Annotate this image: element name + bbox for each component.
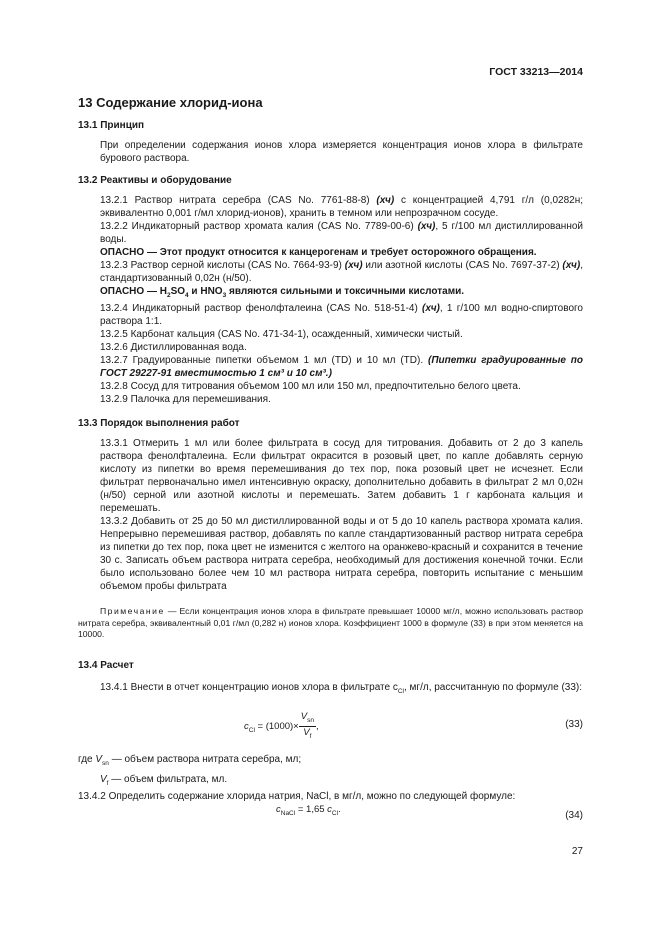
paragraph-13-2-6: 13.2.6 Дистиллированная вода. [100, 342, 247, 353]
paragraph-13-2-8: 13.2.8 Сосуд для титрования объемом 100 мл или 150 мл, предпочтительно белого цвета. [100, 381, 521, 392]
warning-carcinogen: ОПАСНО — Этот продукт относится к канцерогенам и требует осторожного обращения. [100, 247, 537, 258]
formula-33: $c_{Cl} = (1000)\times$ $\frac{V_{sn}}{V_f}$ , [244, 711, 319, 740]
page-number: 27 [571, 846, 583, 857]
standard-number: ГОСТ 33213—2014 [489, 66, 583, 78]
subsection-title-13-1: 13.1 Принцип [78, 120, 145, 131]
note-text: — Если концентрация ионов хлора в фильтрате превышает 10000 мг/л, можно использовать раствор нитрата серебра, эквивалентный 0,01 г/мл (0,282 н) ионов хлора. Коэффициент 1000 в формуле (33) в при этом меняется на 10000. [78, 606, 583, 639]
paragraph-13-2-1: 13.2.1 Раствор нитрата серебра (CAS No. 7761-88-8) (хч) с концентрацией 4,791 г/л (0,0282н; эквивалентно 0,001 г/мл хлорид-ионов), хранить в темном или непрозрачном сосуде. [100, 195, 583, 219]
note-block [78, 606, 583, 641]
equation-number-34: (34) [565, 810, 583, 821]
subsection-13-3-body [78, 437, 583, 593]
paragraph-13-1: При определении содержания ионов хлора измеряется концентрация ионов хлора в фильтрате бурового раствора. [100, 140, 583, 164]
paragraph-13-2-2: 13.2.2 Индикаторный раствор хромата калия (CAS No. 7789-00-6) (хч), 5 г/100 мл дистиллированной воды. [100, 221, 583, 245]
subsection-13-2-body [78, 194, 583, 406]
where-clause: где $V_{sn}$ — объем раствора нитрата серебра, мл; $V_f$ — объем фильтрата, мл. 13.4.2 Определить содержание хлорида натрия, NaCl, в мг/л, можно по следующей формуле: [78, 753, 583, 803]
note-label: Примечание [100, 606, 165, 616]
paragraph-13-3-2: 13.3.2 Добавить от 25 до 50 мл дистиллированной воды и от 5 до 10 капель раствора хромата калия. Непрерывно перемешивая раствор, добавлять по капле стандартизованный раствор нитрата серебра из пипетки до тех пор, пока цвет не изменится с желтого на оранжево-красный и сохранится в течение 30 с. Записать объем раствора нитрата серебра, необходимый для достижения конечной точки. Если было использовано более чем 10 мл раствора нитрата серебра, повторить испытание с меньшим объемом пробы фильтрата [100, 516, 583, 592]
paragraph-13-2-5: 13.2.5 Карбонат кальция (CAS No. 471-34-1), осажденный, химически чистый. [100, 329, 463, 340]
paragraph-13-4-2: 13.4.2 Определить содержание хлорида натрия, NaCl, в мг/л, можно по следующей формуле: [78, 791, 516, 802]
paragraph-13-4-1: 13.4.1 Внести в отчет концентрацию ионов хлора в фильтрате $c_{Cl}$, мг/л, рассчитанную по формуле (33): [100, 682, 583, 695]
section-title: 13 Содержание хлорид-иона [78, 95, 263, 110]
paragraph-13-2-7: 13.2.7 Градуированные пипетки объемом 1 мл (TD) и 10 мл (TD). (Пипетки градуированные по ГОСТ 29227-91 вместимостью 1 см³ и 10 см³.) [100, 355, 584, 379]
paragraph-13-3-1: 13.3.1 Отмерить 1 мл или более фильтрата в сосуд для титрования. Добавить от 2 до 3 капель раствора фенолфталеина. Если фильтрат окрасится в розовый цвет, по капле добавлять серную кислоту из пипетки во время перемешивания до тех пор, пока розовый цвет не исчезнет. Если фильтрат первоначально имел интенсивную окраску, дополнительно добавить в фильтрат 2 мл 0,02н (н/50) серной или азотной кислоты и перемешать. Затем добавить 1 г карбоната кальция и перемешать. [100, 438, 583, 514]
paragraph-13-2-3: 13.2.3 Раствор серной кислоты (CAS No. 7664-93-9) (хч) или азотной кислоты (CAS No. 7697-37-2) (хч), стандартизованный 0,02н (н/50). [100, 260, 583, 284]
formula-34: $c_{NaCl} = 1,65$ $c_{Cl}$. [276, 804, 341, 817]
subsection-title-13-4: 13.4 Расчет [78, 660, 134, 671]
subsection-title-13-2: 13.2 Реактивы и оборудование [78, 175, 232, 186]
paragraph-13-2-9: 13.2.9 Палочка для перемешивания. [100, 394, 271, 405]
warning-acids: ОПАСНО — $H_2SO_4$ и $HNO_3$ являются сильными и токсичными кислотами. [100, 286, 465, 299]
paragraph-13-2-4: 13.2.4 Индикаторный раствор фенолфталеина (CAS No. 518-51-4) (хч), 1 г/100 мл водно-спиртового раствора 1:1. [100, 303, 583, 327]
equation-number-33: (33) [565, 719, 583, 730]
subsection-title-13-3: 13.3 Порядок выполнения работ [78, 418, 240, 429]
